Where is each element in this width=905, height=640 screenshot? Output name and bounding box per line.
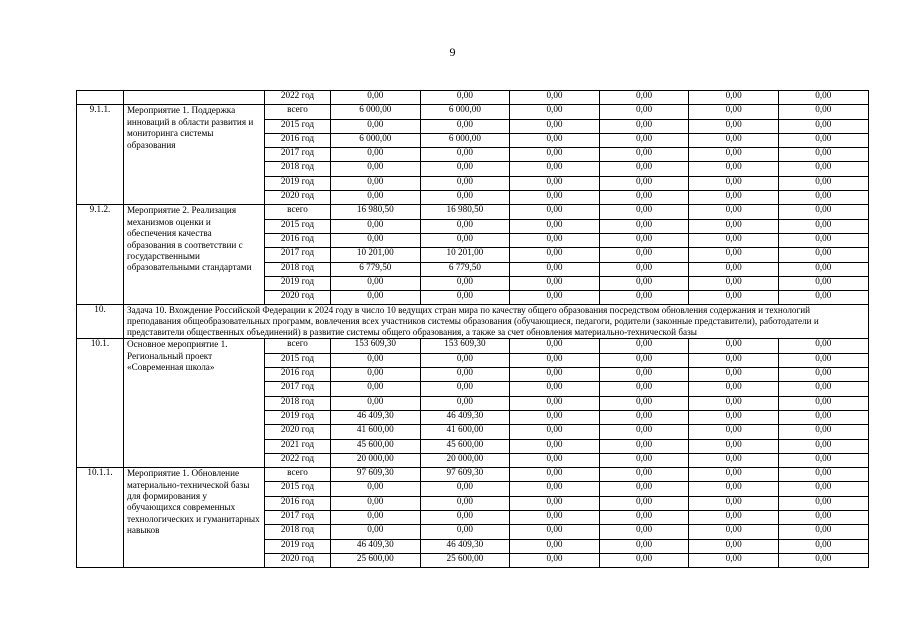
amount-cell: 0,00 [689,353,779,367]
amount-cell: 0,00 [778,219,868,233]
amount-cell: 0,00 [778,148,868,162]
amount-cell: 0,00 [599,176,689,190]
amount-cell: 20 000,00 [331,453,421,467]
name-cell [124,91,265,105]
amount-cell: 0,00 [778,276,868,290]
amount-cell: 0,00 [420,119,510,133]
amount-cell: 0,00 [689,482,779,496]
year-cell: всего [265,339,331,353]
amount-cell: 6 000,00 [420,133,510,147]
amount-cell: 0,00 [599,382,689,396]
amount-cell: 0,00 [510,468,600,482]
amount-cell: 0,00 [331,368,421,382]
item-code: 10.1. [77,339,124,468]
amount-cell: 0,00 [331,91,421,105]
amount-cell: 0,00 [599,248,689,262]
amount-cell: 0,00 [510,482,600,496]
amount-cell: 0,00 [420,162,510,176]
amount-cell: 0,00 [689,396,779,410]
amount-cell: 0,00 [510,91,600,105]
year-cell: 2015 год [265,119,331,133]
amount-cell: 0,00 [689,525,779,539]
amount-cell: 0,00 [510,276,600,290]
amount-cell: 0,00 [778,248,868,262]
year-cell: 2020 год [265,553,331,567]
amount-cell: 153 609,30 [420,339,510,353]
amount-cell: 0,00 [420,219,510,233]
amount-cell: 153 609,30 [331,339,421,353]
year-cell: всего [265,205,331,219]
amount-cell: 0,00 [778,482,868,496]
amount-cell: 25 600,00 [331,553,421,567]
amount-cell: 46 409,30 [331,410,421,424]
amount-cell: 0,00 [689,205,779,219]
amount-cell: 0,00 [510,496,600,510]
amount-cell: 0,00 [331,119,421,133]
amount-cell: 0,00 [420,368,510,382]
item-name: Мероприятие 1. Поддержка инноваций в области развития и мониторинга системы образования [124,105,265,205]
year-cell: 2015 год [265,219,331,233]
year-cell: 2015 год [265,353,331,367]
amount-cell: 0,00 [510,553,600,567]
amount-cell: 0,00 [510,162,600,176]
year-cell: 2017 год [265,382,331,396]
table-row [77,468,869,482]
amount-cell: 0,00 [420,511,510,525]
code-cell [77,91,124,105]
amount-cell: 0,00 [599,148,689,162]
item-code: 10.1.1. [77,468,124,568]
amount-cell: 0,00 [510,339,600,353]
amount-cell: 45 600,00 [331,439,421,453]
amount-cell: 0,00 [689,162,779,176]
amount-cell: 0,00 [599,133,689,147]
amount-cell: 0,00 [689,233,779,247]
amount-cell: 97 609,30 [331,468,421,482]
amount-cell: 0,00 [599,410,689,424]
amount-cell: 41 600,00 [331,425,421,439]
amount-cell: 0,00 [331,148,421,162]
amount-cell: 0,00 [778,105,868,119]
amount-cell: 0,00 [689,368,779,382]
amount-cell: 0,00 [510,105,600,119]
amount-cell: 0,00 [599,553,689,567]
item-name: Основное мероприятие 1. Региональный проект «Современная школа» [124,339,265,468]
amount-cell: 0,00 [510,525,600,539]
amount-cell: 0,00 [778,162,868,176]
amount-cell: 16 980,50 [331,205,421,219]
year-cell: всего [265,468,331,482]
item-code: 9.1.1. [77,105,124,205]
amount-cell: 0,00 [778,233,868,247]
amount-cell: 0,00 [420,496,510,510]
amount-cell: 0,00 [689,291,779,305]
amount-cell: 0,00 [599,276,689,290]
year-cell: 2022 год [265,91,331,105]
amount-cell: 0,00 [778,511,868,525]
amount-cell: 46 409,30 [420,410,510,424]
amount-cell: 0,00 [778,339,868,353]
amount-cell: 0,00 [689,91,779,105]
year-cell: 2017 год [265,148,331,162]
amount-cell: 0,00 [599,439,689,453]
amount-cell: 0,00 [689,148,779,162]
amount-cell: 0,00 [689,262,779,276]
amount-cell: 0,00 [689,468,779,482]
table-row [77,91,869,105]
table-row [77,339,869,353]
amount-cell: 0,00 [778,133,868,147]
amount-cell: 0,00 [510,453,600,467]
table-body [77,91,869,568]
amount-cell: 0,00 [510,511,600,525]
amount-cell: 0,00 [599,339,689,353]
amount-cell: 0,00 [510,233,600,247]
amount-cell: 0,00 [599,191,689,205]
amount-cell: 0,00 [778,439,868,453]
amount-cell: 0,00 [599,219,689,233]
amount-cell: 0,00 [778,205,868,219]
amount-cell: 6 000,00 [331,105,421,119]
amount-cell: 0,00 [778,262,868,276]
amount-cell: 20 000,00 [420,453,510,467]
amount-cell: 0,00 [599,262,689,276]
amount-cell: 0,00 [420,291,510,305]
year-cell: 2021 год [265,439,331,453]
amount-cell: 0,00 [778,291,868,305]
year-cell: 2018 год [265,525,331,539]
amount-cell: 0,00 [420,91,510,105]
amount-cell: 0,00 [331,276,421,290]
amount-cell: 0,00 [420,276,510,290]
amount-cell: 0,00 [689,553,779,567]
task-text: Задача 10. Вхождение Российской Федерации к 2024 году в число 10 ведущих стран мира по качеству общего образования посредством обновления содержания и технологий преподавания общеобразовательных программ, вовлечения всех участников системы образования (обучающиеся, педагоги, родители (законные представители), работодатели и представители общественных объединений) в развитие системы общего образования, а также за счет обновления материально-технической базы [124,305,869,339]
amount-cell: 46 409,30 [420,539,510,553]
amount-cell: 0,00 [689,248,779,262]
item-name: Мероприятие 1. Обновление материально-технической базы для формирования у обучающихся современных технологических и гуманитарных навыков [124,468,265,568]
year-cell: 2018 год [265,162,331,176]
year-cell: 2020 год [265,291,331,305]
amount-cell: 0,00 [778,468,868,482]
amount-cell: 0,00 [689,410,779,424]
year-cell: 2016 год [265,133,331,147]
year-cell: 2017 год [265,248,331,262]
amount-cell: 0,00 [689,539,779,553]
amount-cell: 0,00 [510,396,600,410]
amount-cell: 0,00 [689,105,779,119]
year-cell: 2019 год [265,539,331,553]
amount-cell: 0,00 [778,353,868,367]
amount-cell: 0,00 [510,291,600,305]
amount-cell: 0,00 [599,511,689,525]
amount-cell: 10 201,00 [331,248,421,262]
year-cell: 2016 год [265,496,331,510]
amount-cell: 0,00 [331,382,421,396]
amount-cell: 25 600,00 [420,553,510,567]
amount-cell: 0,00 [331,525,421,539]
amount-cell: 0,00 [689,339,779,353]
amount-cell: 0,00 [599,233,689,247]
amount-cell: 0,00 [778,525,868,539]
amount-cell: 0,00 [331,496,421,510]
year-cell: 2018 год [265,396,331,410]
year-cell: 2019 год [265,276,331,290]
amount-cell: 0,00 [510,262,600,276]
amount-cell: 0,00 [599,539,689,553]
amount-cell: 0,00 [510,119,600,133]
amount-cell: 0,00 [510,205,600,219]
table-row [77,105,869,119]
year-cell: всего [265,105,331,119]
year-cell: 2018 год [265,262,331,276]
amount-cell: 16 980,50 [420,205,510,219]
amount-cell: 0,00 [599,368,689,382]
amount-cell: 0,00 [599,105,689,119]
item-code: 9.1.2. [77,205,124,305]
year-cell: 2020 год [265,191,331,205]
table-row [77,205,869,219]
amount-cell: 0,00 [778,425,868,439]
amount-cell: 0,00 [331,396,421,410]
amount-cell: 0,00 [420,482,510,496]
year-cell: 2015 год [265,482,331,496]
amount-cell: 0,00 [331,191,421,205]
amount-cell: 0,00 [778,191,868,205]
year-cell: 2016 год [265,368,331,382]
amount-cell: 0,00 [599,119,689,133]
amount-cell: 6 000,00 [420,105,510,119]
amount-cell: 0,00 [420,233,510,247]
amount-cell: 0,00 [778,396,868,410]
amount-cell: 0,00 [689,133,779,147]
amount-cell: 0,00 [599,205,689,219]
year-cell: 2017 год [265,511,331,525]
amount-cell: 46 409,30 [331,539,421,553]
amount-cell: 0,00 [510,219,600,233]
amount-cell: 0,00 [778,553,868,567]
amount-cell: 0,00 [599,425,689,439]
amount-cell: 6 779,50 [420,262,510,276]
page-number: 9 [449,45,456,59]
amount-cell: 0,00 [599,453,689,467]
amount-cell: 10 201,00 [420,248,510,262]
amount-cell: 0,00 [331,162,421,176]
amount-cell: 0,00 [599,482,689,496]
amount-cell: 0,00 [599,468,689,482]
amount-cell: 0,00 [331,233,421,247]
amount-cell: 0,00 [510,410,600,424]
amount-cell: 0,00 [778,176,868,190]
amount-cell: 6 779,50 [331,262,421,276]
task-row [77,305,869,339]
amount-cell: 0,00 [510,425,600,439]
amount-cell: 0,00 [420,191,510,205]
amount-cell: 0,00 [510,191,600,205]
amount-cell: 0,00 [331,482,421,496]
amount-cell: 0,00 [689,453,779,467]
amount-cell: 0,00 [778,368,868,382]
amount-cell: 0,00 [689,176,779,190]
amount-cell: 0,00 [599,525,689,539]
amount-cell: 0,00 [331,176,421,190]
year-cell: 2019 год [265,176,331,190]
year-cell: 2022 год [265,453,331,467]
amount-cell: 0,00 [331,291,421,305]
amount-cell: 0,00 [510,382,600,396]
amount-cell: 0,00 [689,119,779,133]
amount-cell: 0,00 [420,176,510,190]
amount-cell: 0,00 [778,382,868,396]
amount-cell: 0,00 [599,396,689,410]
year-cell: 2020 год [265,425,331,439]
amount-cell: 0,00 [689,425,779,439]
budget-table [76,90,869,568]
amount-cell: 0,00 [510,539,600,553]
amount-cell: 0,00 [599,162,689,176]
amount-cell: 0,00 [689,276,779,290]
amount-cell: 0,00 [599,291,689,305]
amount-cell: 0,00 [420,148,510,162]
amount-cell: 0,00 [778,496,868,510]
amount-cell: 0,00 [599,496,689,510]
amount-cell: 0,00 [778,453,868,467]
amount-cell: 0,00 [599,353,689,367]
amount-cell: 0,00 [510,148,600,162]
amount-cell: 0,00 [689,439,779,453]
amount-cell: 0,00 [420,396,510,410]
amount-cell: 0,00 [778,91,868,105]
amount-cell: 0,00 [778,410,868,424]
amount-cell: 0,00 [510,176,600,190]
year-cell: 2019 год [265,410,331,424]
amount-cell: 0,00 [420,525,510,539]
amount-cell: 0,00 [331,353,421,367]
amount-cell: 0,00 [599,91,689,105]
task-code: 10. [77,305,124,339]
amount-cell: 0,00 [778,119,868,133]
amount-cell: 0,00 [510,248,600,262]
amount-cell: 0,00 [331,219,421,233]
amount-cell: 97 609,30 [420,468,510,482]
amount-cell: 6 000,00 [331,133,421,147]
item-name: Мероприятие 2. Реализация механизмов оценки и обеспечения качества образования в соответствии с государственными образовательными стандартами [124,205,265,305]
amount-cell: 0,00 [331,511,421,525]
year-cell: 2016 год [265,233,331,247]
amount-cell: 0,00 [510,353,600,367]
amount-cell: 0,00 [778,539,868,553]
amount-cell: 0,00 [689,191,779,205]
amount-cell: 0,00 [420,353,510,367]
amount-cell: 0,00 [689,382,779,396]
amount-cell: 0,00 [510,133,600,147]
amount-cell: 0,00 [689,511,779,525]
amount-cell: 45 600,00 [420,439,510,453]
amount-cell: 41 600,00 [420,425,510,439]
amount-cell: 0,00 [510,439,600,453]
amount-cell: 0,00 [510,368,600,382]
amount-cell: 0,00 [420,382,510,396]
amount-cell: 0,00 [689,219,779,233]
amount-cell: 0,00 [689,496,779,510]
